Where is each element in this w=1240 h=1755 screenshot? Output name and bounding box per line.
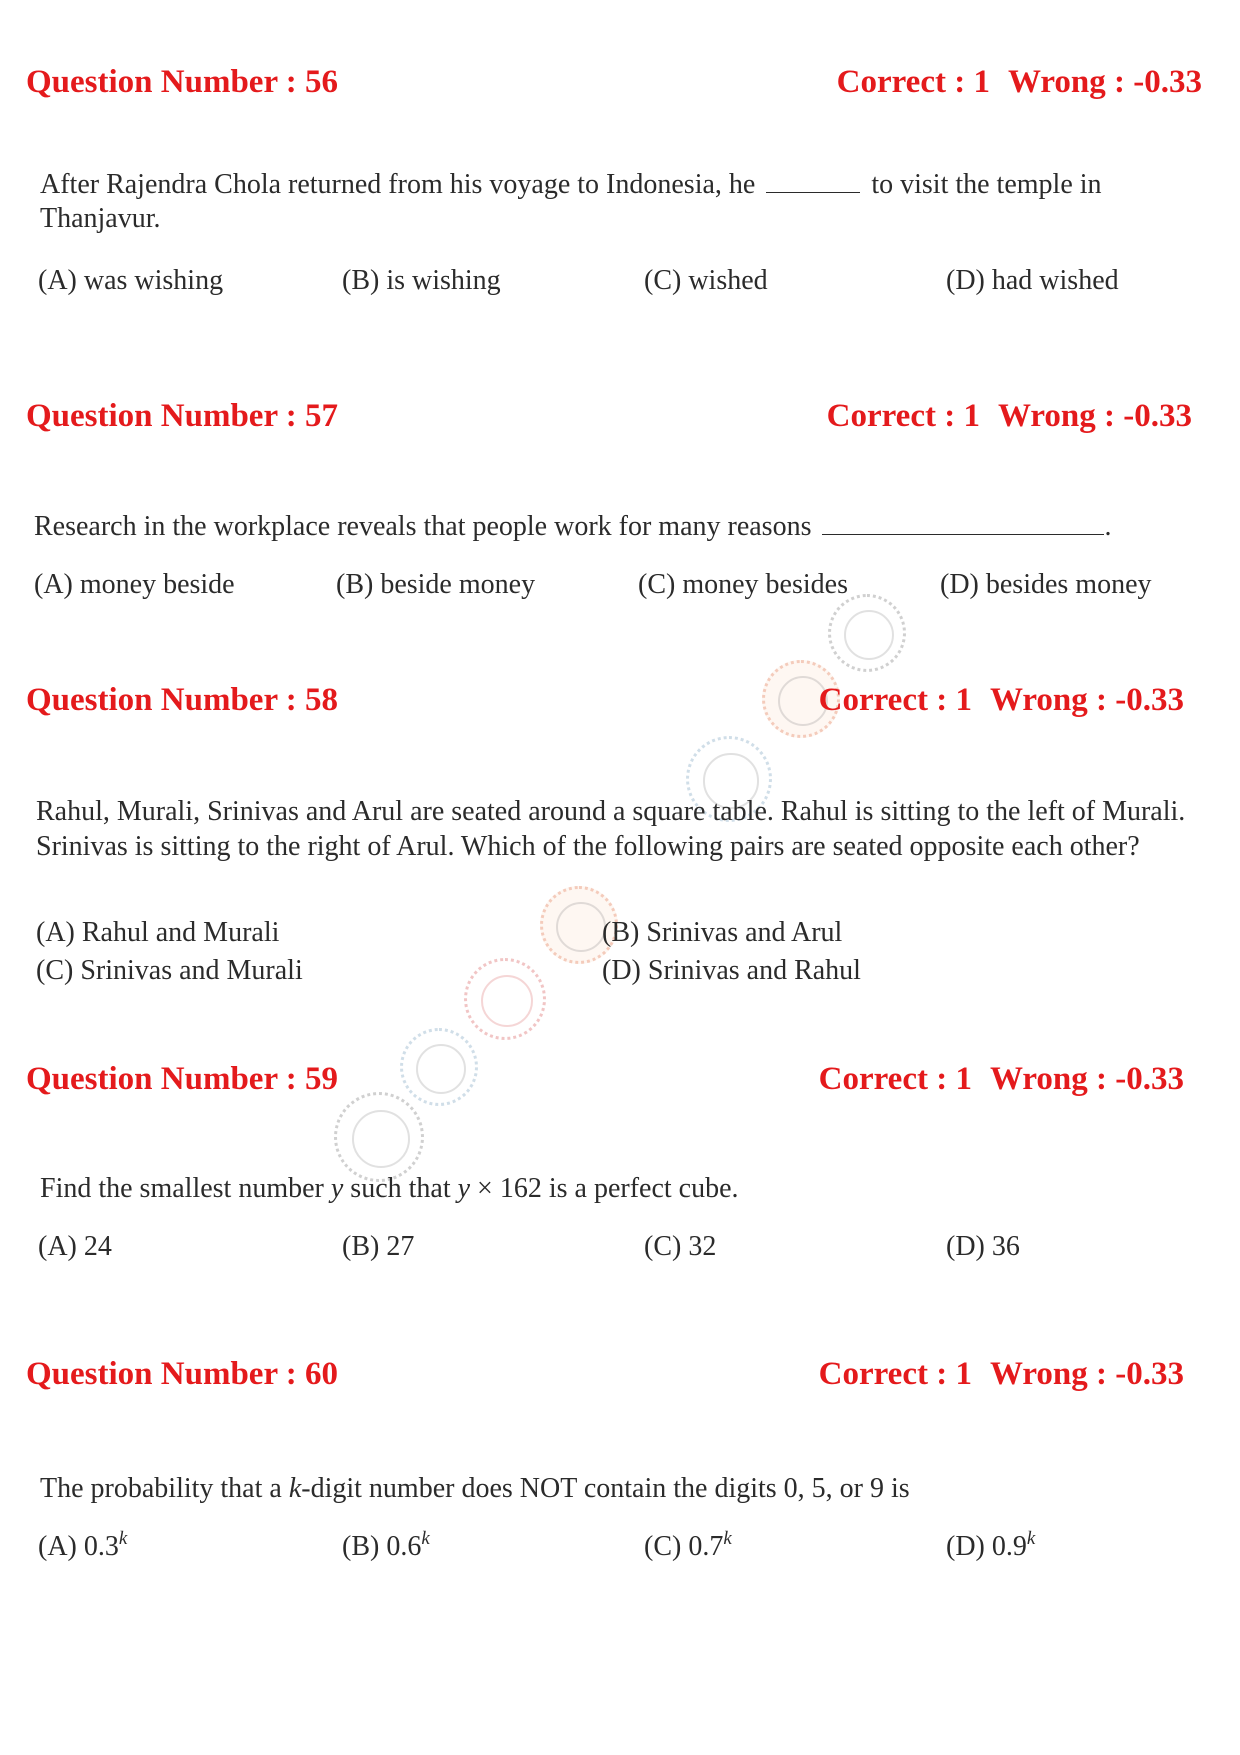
wrong-marks: Wrong : -0.33 (989, 1061, 1184, 1097)
question-number: Question Number : 60 (26, 1356, 338, 1392)
question-header (26, 64, 1202, 114)
option-c[interactable]: (C) 0.7$^k$ (644, 1528, 732, 1562)
option-d[interactable]: (D) 36 (946, 1231, 1020, 1262)
correct-marks: Correct : 1 (836, 64, 990, 100)
option-b[interactable]: (B) is wishing (342, 265, 501, 296)
option-c[interactable]: (C) Srinivas and Murali (36, 955, 303, 986)
option-d[interactable]: (D) Srinivas and Rahul (602, 955, 861, 986)
answer-blank (766, 170, 860, 193)
question-number: Question Number : 56 (26, 64, 338, 100)
question-number: Question Number : 58 (26, 682, 338, 718)
option-c[interactable]: (C) money besides (638, 569, 848, 600)
option-b[interactable]: (B) beside money (336, 569, 536, 600)
correct-marks: Correct : 1 (826, 398, 980, 434)
answer-blank (822, 512, 1104, 535)
wrong-marks: Wrong : -0.33 (989, 682, 1184, 718)
question-number: Question Number : 59 (26, 1061, 338, 1097)
question-text: Rahul, Murali, Srinivas and Arul are seated around a square table. Rahul is sitting to the left of Murali. Srinivas is sitting to the right of Arul. Which of the following pairs are seated opposite each other? (36, 796, 1186, 862)
question-header (26, 398, 1192, 448)
option-c[interactable]: (C) 32 (644, 1231, 717, 1262)
option-d[interactable]: (D) 0.9$^k$ (946, 1528, 1036, 1562)
question-text: Research in the workplace reveals that people work for many reasons . (34, 511, 1112, 542)
question-number: Question Number : 57 (26, 398, 338, 434)
math-variable: y (457, 1173, 471, 1204)
option-b[interactable]: (B) 0.6$^k$ (342, 1528, 430, 1562)
marking-scheme (819, 682, 1184, 719)
option-a[interactable]: (A) Rahul and Murali (36, 917, 280, 948)
question-header (26, 1356, 1184, 1406)
correct-marks: Correct : 1 (818, 1356, 972, 1392)
marking-scheme (819, 1061, 1184, 1098)
math-variable: y (330, 1173, 344, 1204)
wrong-marks: Wrong : -0.33 (989, 1356, 1184, 1392)
option-c[interactable]: (C) wished (644, 265, 768, 296)
option-a[interactable]: (A) 0.3$^k$ (38, 1528, 128, 1562)
correct-marks: Correct : 1 (818, 682, 972, 718)
option-a[interactable]: (A) was wishing (38, 265, 224, 296)
correct-marks: Correct : 1 (818, 1061, 972, 1097)
question-header (26, 682, 1184, 732)
option-d[interactable]: (D) had wished (946, 265, 1119, 296)
option-d[interactable]: (D) besides money (940, 569, 1152, 600)
option-a[interactable]: (A) 24 (38, 1231, 112, 1262)
math-variable: k (288, 1473, 302, 1504)
question-text: The probability that a k-digit number does NOT contain the digits 0, 5, or 9 is (40, 1473, 910, 1504)
option-a[interactable]: (A) money beside (34, 569, 235, 600)
question-text: Find the smallest number y such that y × 162 is a perfect cube. (40, 1173, 739, 1204)
wrong-marks: Wrong : -0.33 (1007, 64, 1202, 100)
watermark-seal-icon (828, 594, 906, 672)
option-b[interactable]: (B) 27 (342, 1231, 415, 1262)
marking-scheme (827, 398, 1192, 435)
question-header (26, 1061, 1184, 1111)
watermark-seal-icon (464, 958, 546, 1040)
question-text: After Rajendra Chola returned from his voyage to Indonesia, he to visit the temple in Thanjavur. (40, 169, 1102, 234)
wrong-marks: Wrong : -0.33 (997, 398, 1192, 434)
marking-scheme (819, 1356, 1184, 1393)
marking-scheme (837, 64, 1202, 101)
option-b[interactable]: (B) Srinivas and Arul (602, 917, 843, 948)
